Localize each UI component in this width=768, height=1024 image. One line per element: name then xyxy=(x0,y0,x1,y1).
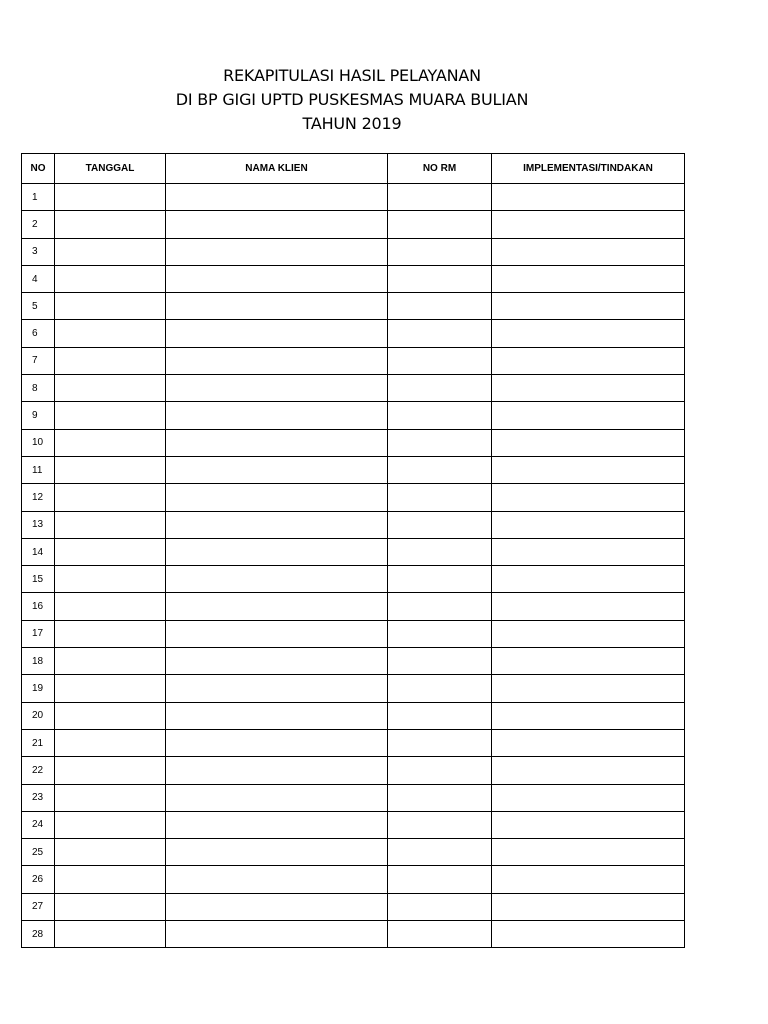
implementasi-cell[interactable] xyxy=(492,866,685,893)
tanggal-cell[interactable] xyxy=(55,484,166,511)
table-row xyxy=(22,593,685,620)
implementasi-cell[interactable] xyxy=(492,456,685,483)
nama-klien-cell[interactable] xyxy=(166,893,388,920)
row-number-cell: 10 xyxy=(22,429,55,456)
tanggal-cell[interactable] xyxy=(55,811,166,838)
nama-klien-cell[interactable] xyxy=(166,211,388,238)
nama-klien-cell[interactable] xyxy=(166,784,388,811)
tanggal-cell[interactable] xyxy=(55,293,166,320)
no-rm-cell[interactable] xyxy=(388,675,492,702)
nama-klien-cell[interactable] xyxy=(166,866,388,893)
implementasi-cell[interactable] xyxy=(492,811,685,838)
row-number-cell: 28 xyxy=(22,921,55,948)
table-row xyxy=(22,265,685,292)
table-row xyxy=(22,511,685,538)
implementasi-cell[interactable] xyxy=(492,784,685,811)
table-row xyxy=(22,648,685,675)
nama-klien-cell[interactable] xyxy=(166,538,388,565)
row-number-cell: 17 xyxy=(22,620,55,647)
document-year: TAHUN 2019 xyxy=(302,114,402,133)
tanggal-cell[interactable] xyxy=(55,511,166,538)
implementasi-cell[interactable] xyxy=(492,593,685,620)
tanggal-cell[interactable] xyxy=(55,429,166,456)
table-row xyxy=(22,293,685,320)
table-row xyxy=(22,538,685,565)
row-number-cell: 19 xyxy=(22,675,55,702)
table-row xyxy=(22,784,685,811)
no-rm-cell[interactable] xyxy=(388,893,492,920)
table-row xyxy=(22,566,685,593)
no-rm-cell[interactable] xyxy=(388,511,492,538)
no-rm-cell[interactable] xyxy=(388,593,492,620)
nama-klien-cell[interactable] xyxy=(166,320,388,347)
nama-klien-cell[interactable] xyxy=(166,184,388,211)
implementasi-cell[interactable] xyxy=(492,429,685,456)
row-number-cell: 22 xyxy=(22,757,55,784)
table-row xyxy=(22,347,685,374)
tanggal-cell[interactable] xyxy=(55,702,166,729)
no-rm-cell[interactable] xyxy=(388,921,492,948)
table-row xyxy=(22,484,685,511)
table-row xyxy=(22,620,685,647)
row-number-cell: 9 xyxy=(22,402,55,429)
table-row xyxy=(22,757,685,784)
row-number-cell: 20 xyxy=(22,702,55,729)
row-number-cell: 6 xyxy=(22,320,55,347)
nama-klien-cell[interactable] xyxy=(166,620,388,647)
nama-klien-cell[interactable] xyxy=(166,456,388,483)
implementasi-cell[interactable] xyxy=(492,347,685,374)
implementasi-cell[interactable] xyxy=(492,538,685,565)
table-row xyxy=(22,893,685,920)
implementasi-cell[interactable] xyxy=(492,511,685,538)
tanggal-cell[interactable] xyxy=(55,729,166,756)
implementasi-cell[interactable] xyxy=(492,729,685,756)
row-number-cell: 25 xyxy=(22,839,55,866)
table-row xyxy=(22,238,685,265)
nama-klien-cell[interactable] xyxy=(166,265,388,292)
tanggal-cell[interactable] xyxy=(55,893,166,920)
nama-klien-cell[interactable] xyxy=(166,593,388,620)
implementasi-cell[interactable] xyxy=(492,566,685,593)
row-number-cell: 11 xyxy=(22,456,55,483)
implementasi-cell[interactable] xyxy=(492,757,685,784)
table-row xyxy=(22,184,685,211)
table-row xyxy=(22,839,685,866)
nama-klien-cell[interactable] xyxy=(166,484,388,511)
no-rm-cell[interactable] xyxy=(388,293,492,320)
tanggal-cell[interactable] xyxy=(55,566,166,593)
no-rm-cell[interactable] xyxy=(388,265,492,292)
row-number-cell: 21 xyxy=(22,729,55,756)
nama-klien-cell[interactable] xyxy=(166,375,388,402)
no-rm-cell[interactable] xyxy=(388,866,492,893)
tanggal-cell[interactable] xyxy=(55,757,166,784)
no-rm-cell[interactable] xyxy=(388,620,492,647)
tanggal-cell[interactable] xyxy=(55,866,166,893)
table-row xyxy=(22,702,685,729)
row-number-cell: 7 xyxy=(22,347,55,374)
implementasi-cell[interactable] xyxy=(492,702,685,729)
implementasi-cell[interactable] xyxy=(492,184,685,211)
no-rm-cell[interactable] xyxy=(388,702,492,729)
row-number-cell: 4 xyxy=(22,265,55,292)
nama-klien-cell[interactable] xyxy=(166,402,388,429)
nama-klien-cell[interactable] xyxy=(166,347,388,374)
row-number-cell: 1 xyxy=(22,184,55,211)
nama-klien-cell[interactable] xyxy=(166,702,388,729)
no-rm-cell[interactable] xyxy=(388,456,492,483)
table-row xyxy=(22,429,685,456)
table-row xyxy=(22,456,685,483)
nama-klien-cell[interactable] xyxy=(166,729,388,756)
tanggal-cell[interactable] xyxy=(55,320,166,347)
implementasi-cell[interactable] xyxy=(492,402,685,429)
implementasi-cell[interactable] xyxy=(492,648,685,675)
tanggal-cell[interactable] xyxy=(55,921,166,948)
tanggal-cell[interactable] xyxy=(55,402,166,429)
header-implementasi: IMPLEMENTASI/TINDAKAN xyxy=(492,154,685,184)
nama-klien-cell[interactable] xyxy=(166,648,388,675)
no-rm-cell[interactable] xyxy=(388,347,492,374)
implementasi-cell[interactable] xyxy=(492,839,685,866)
nama-klien-cell[interactable] xyxy=(166,811,388,838)
no-rm-cell[interactable] xyxy=(388,484,492,511)
tanggal-cell[interactable] xyxy=(55,538,166,565)
no-rm-cell[interactable] xyxy=(388,729,492,756)
nama-klien-cell[interactable] xyxy=(166,839,388,866)
table-row xyxy=(22,866,685,893)
implementasi-cell[interactable] xyxy=(492,211,685,238)
no-rm-cell[interactable] xyxy=(388,648,492,675)
row-number-cell: 3 xyxy=(22,238,55,265)
table-header-row xyxy=(22,154,685,184)
row-number-cell: 2 xyxy=(22,211,55,238)
no-rm-cell[interactable] xyxy=(388,757,492,784)
row-number-cell: 27 xyxy=(22,893,55,920)
tanggal-cell[interactable] xyxy=(55,839,166,866)
tanggal-cell[interactable] xyxy=(55,347,166,374)
document-subtitle: DI BP GIGI UPTD PUSKESMAS MUARA BULIAN xyxy=(175,90,529,109)
table-row xyxy=(22,921,685,948)
row-number-cell: 15 xyxy=(22,566,55,593)
tanggal-cell[interactable] xyxy=(55,620,166,647)
implementasi-cell[interactable] xyxy=(492,238,685,265)
row-number-cell: 5 xyxy=(22,293,55,320)
nama-klien-cell[interactable] xyxy=(166,429,388,456)
nama-klien-cell[interactable] xyxy=(166,511,388,538)
no-rm-cell[interactable] xyxy=(388,811,492,838)
row-number-cell: 8 xyxy=(22,375,55,402)
tanggal-cell[interactable] xyxy=(55,593,166,620)
table-row xyxy=(22,375,685,402)
table-row xyxy=(22,675,685,702)
row-number-cell: 12 xyxy=(22,484,55,511)
table-row xyxy=(22,729,685,756)
header-nama-klien: NAMA KLIEN xyxy=(166,154,388,184)
row-number-cell: 16 xyxy=(22,593,55,620)
header-no: NO xyxy=(22,154,55,184)
no-rm-cell[interactable] xyxy=(388,238,492,265)
row-number-cell: 18 xyxy=(22,648,55,675)
no-rm-cell[interactable] xyxy=(388,375,492,402)
recap-table xyxy=(21,153,685,948)
tanggal-cell[interactable] xyxy=(55,456,166,483)
row-number-cell: 24 xyxy=(22,811,55,838)
row-number-cell: 13 xyxy=(22,511,55,538)
tanggal-cell[interactable] xyxy=(55,648,166,675)
table-row xyxy=(22,320,685,347)
row-number-cell: 26 xyxy=(22,866,55,893)
no-rm-cell[interactable] xyxy=(388,184,492,211)
no-rm-cell[interactable] xyxy=(388,839,492,866)
tanggal-cell[interactable] xyxy=(55,211,166,238)
implementasi-cell[interactable] xyxy=(492,620,685,647)
tanggal-cell[interactable] xyxy=(55,265,166,292)
implementasi-cell[interactable] xyxy=(492,893,685,920)
table-row xyxy=(22,211,685,238)
header-tanggal: TANGGAL xyxy=(55,154,166,184)
no-rm-cell[interactable] xyxy=(388,566,492,593)
nama-klien-cell[interactable] xyxy=(166,675,388,702)
implementasi-cell[interactable] xyxy=(492,293,685,320)
header-no-rm: NO RM xyxy=(388,154,492,184)
tanggal-cell[interactable] xyxy=(55,184,166,211)
tanggal-cell[interactable] xyxy=(55,375,166,402)
tanggal-cell[interactable] xyxy=(55,784,166,811)
no-rm-cell[interactable] xyxy=(388,429,492,456)
implementasi-cell[interactable] xyxy=(492,265,685,292)
document-title-block xyxy=(0,64,704,136)
nama-klien-cell[interactable] xyxy=(166,293,388,320)
no-rm-cell[interactable] xyxy=(388,538,492,565)
document-title: REKAPITULASI HASIL PELAYANAN xyxy=(223,66,481,85)
no-rm-cell[interactable] xyxy=(388,320,492,347)
row-number-cell: 23 xyxy=(22,784,55,811)
row-number-cell: 14 xyxy=(22,538,55,565)
nama-klien-cell[interactable] xyxy=(166,238,388,265)
table-row xyxy=(22,402,685,429)
implementasi-cell[interactable] xyxy=(492,921,685,948)
implementasi-cell[interactable] xyxy=(492,675,685,702)
table-body xyxy=(22,184,685,948)
no-rm-cell[interactable] xyxy=(388,402,492,429)
no-rm-cell[interactable] xyxy=(388,784,492,811)
nama-klien-cell[interactable] xyxy=(166,757,388,784)
implementasi-cell[interactable] xyxy=(492,320,685,347)
nama-klien-cell[interactable] xyxy=(166,566,388,593)
implementasi-cell[interactable] xyxy=(492,484,685,511)
implementasi-cell[interactable] xyxy=(492,375,685,402)
no-rm-cell[interactable] xyxy=(388,211,492,238)
tanggal-cell[interactable] xyxy=(55,238,166,265)
nama-klien-cell[interactable] xyxy=(166,921,388,948)
tanggal-cell[interactable] xyxy=(55,675,166,702)
table-row xyxy=(22,811,685,838)
